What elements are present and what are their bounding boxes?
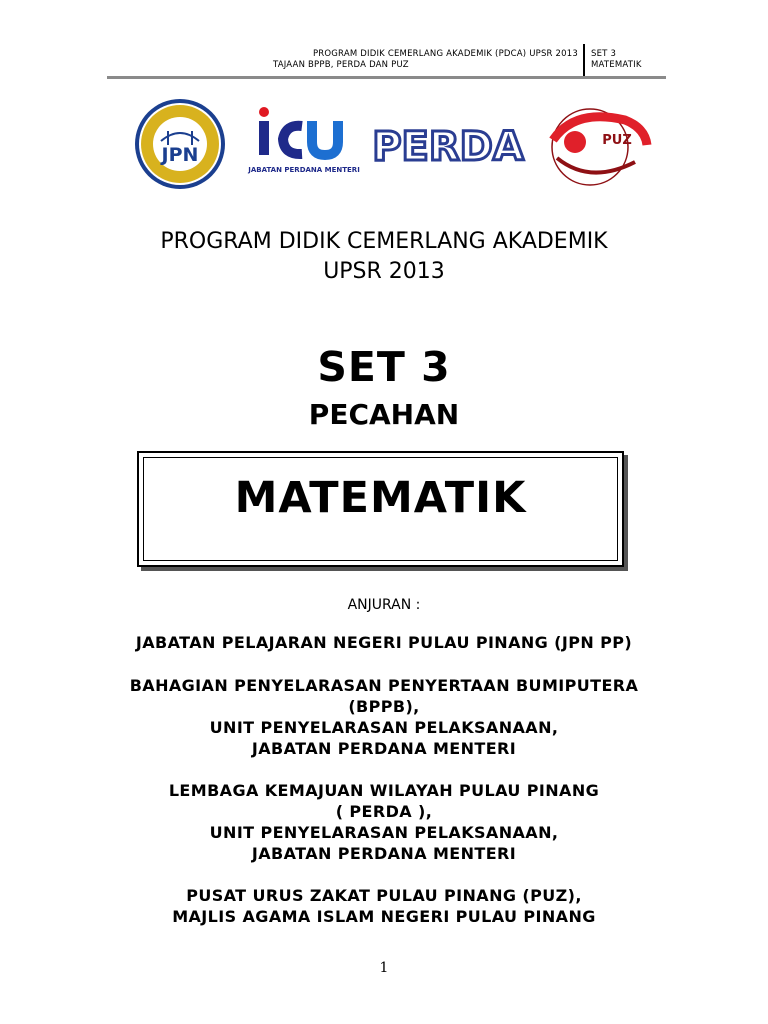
header-divider [583,44,585,76]
organizer-bppb-line4: JABATAN PERDANA MENTERI [251,739,517,758]
subject-box [137,451,624,567]
organizer-perda-line4: JABATAN PERDANA MENTERI [251,844,517,863]
perda-logo [372,112,524,174]
organizer-jpn: JABATAN PELAJARAN NEGERI PULAU PINANG (JPN PP) [135,633,633,652]
organizer-puz-line1: PUSAT URUS ZAKAT PULAU PINANG (PUZ), [186,886,582,905]
program-title-line2: UPSR 2013 [323,259,445,284]
organizer-puz-line2: MAJLIS AGAMA ISLAM NEGERI PULAU PINANG [172,907,596,926]
organizer-perda-line3: UNIT PENYELARASAN PELAKSANAAN, [209,823,559,842]
running-header [248,49,582,71]
header-program-line: PROGRAM DIDIK CEMERLANG AKADEMIK (PDCA) UPSR 2013 [312,49,578,59]
organizer-perda-line2: ( PERDA ), [335,802,433,821]
puz-logo [535,100,660,195]
header-set-info [591,49,642,71]
page-number: 1 [379,960,389,976]
jpn-logo-text: JPN [161,144,199,166]
header-subject: MATEMATIK [591,60,642,70]
header-set: SET 3 [591,49,617,59]
icu-logo-caption: JABATAN PERDANA MENTERI [248,166,360,174]
header-sponsor-line: TAJAAN BPPB, PERDA DAN PUZ [273,60,409,70]
puz-logo-text: PUZ [602,133,632,148]
organizer-bppb-line1: BAHAGIAN PENYELARASAN PENYERTAAN BUMIPUTERA [129,676,639,695]
set-number: SET 3 [317,343,451,391]
organizer-perda-line1: LEMBAGA KEMAJUAN WILAYAH PULAU PINANG [168,781,600,800]
anjuran-label: ANJURAN : [347,597,421,613]
icu-logo [250,104,358,176]
subject-title: MATEMATIK [234,473,527,523]
perda-logo-text: PERDA [372,124,524,170]
header-rule [107,76,666,79]
organizer-bppb-line2: (BPPB), [348,697,420,716]
organizer-bppb-line3: UNIT PENYELARASAN PELAKSANAAN, [209,718,559,737]
topic-title: PECAHAN [308,398,460,431]
jpn-logo [133,97,227,191]
program-title-line1: PROGRAM DIDIK CEMERLANG AKADEMIK [160,229,608,254]
